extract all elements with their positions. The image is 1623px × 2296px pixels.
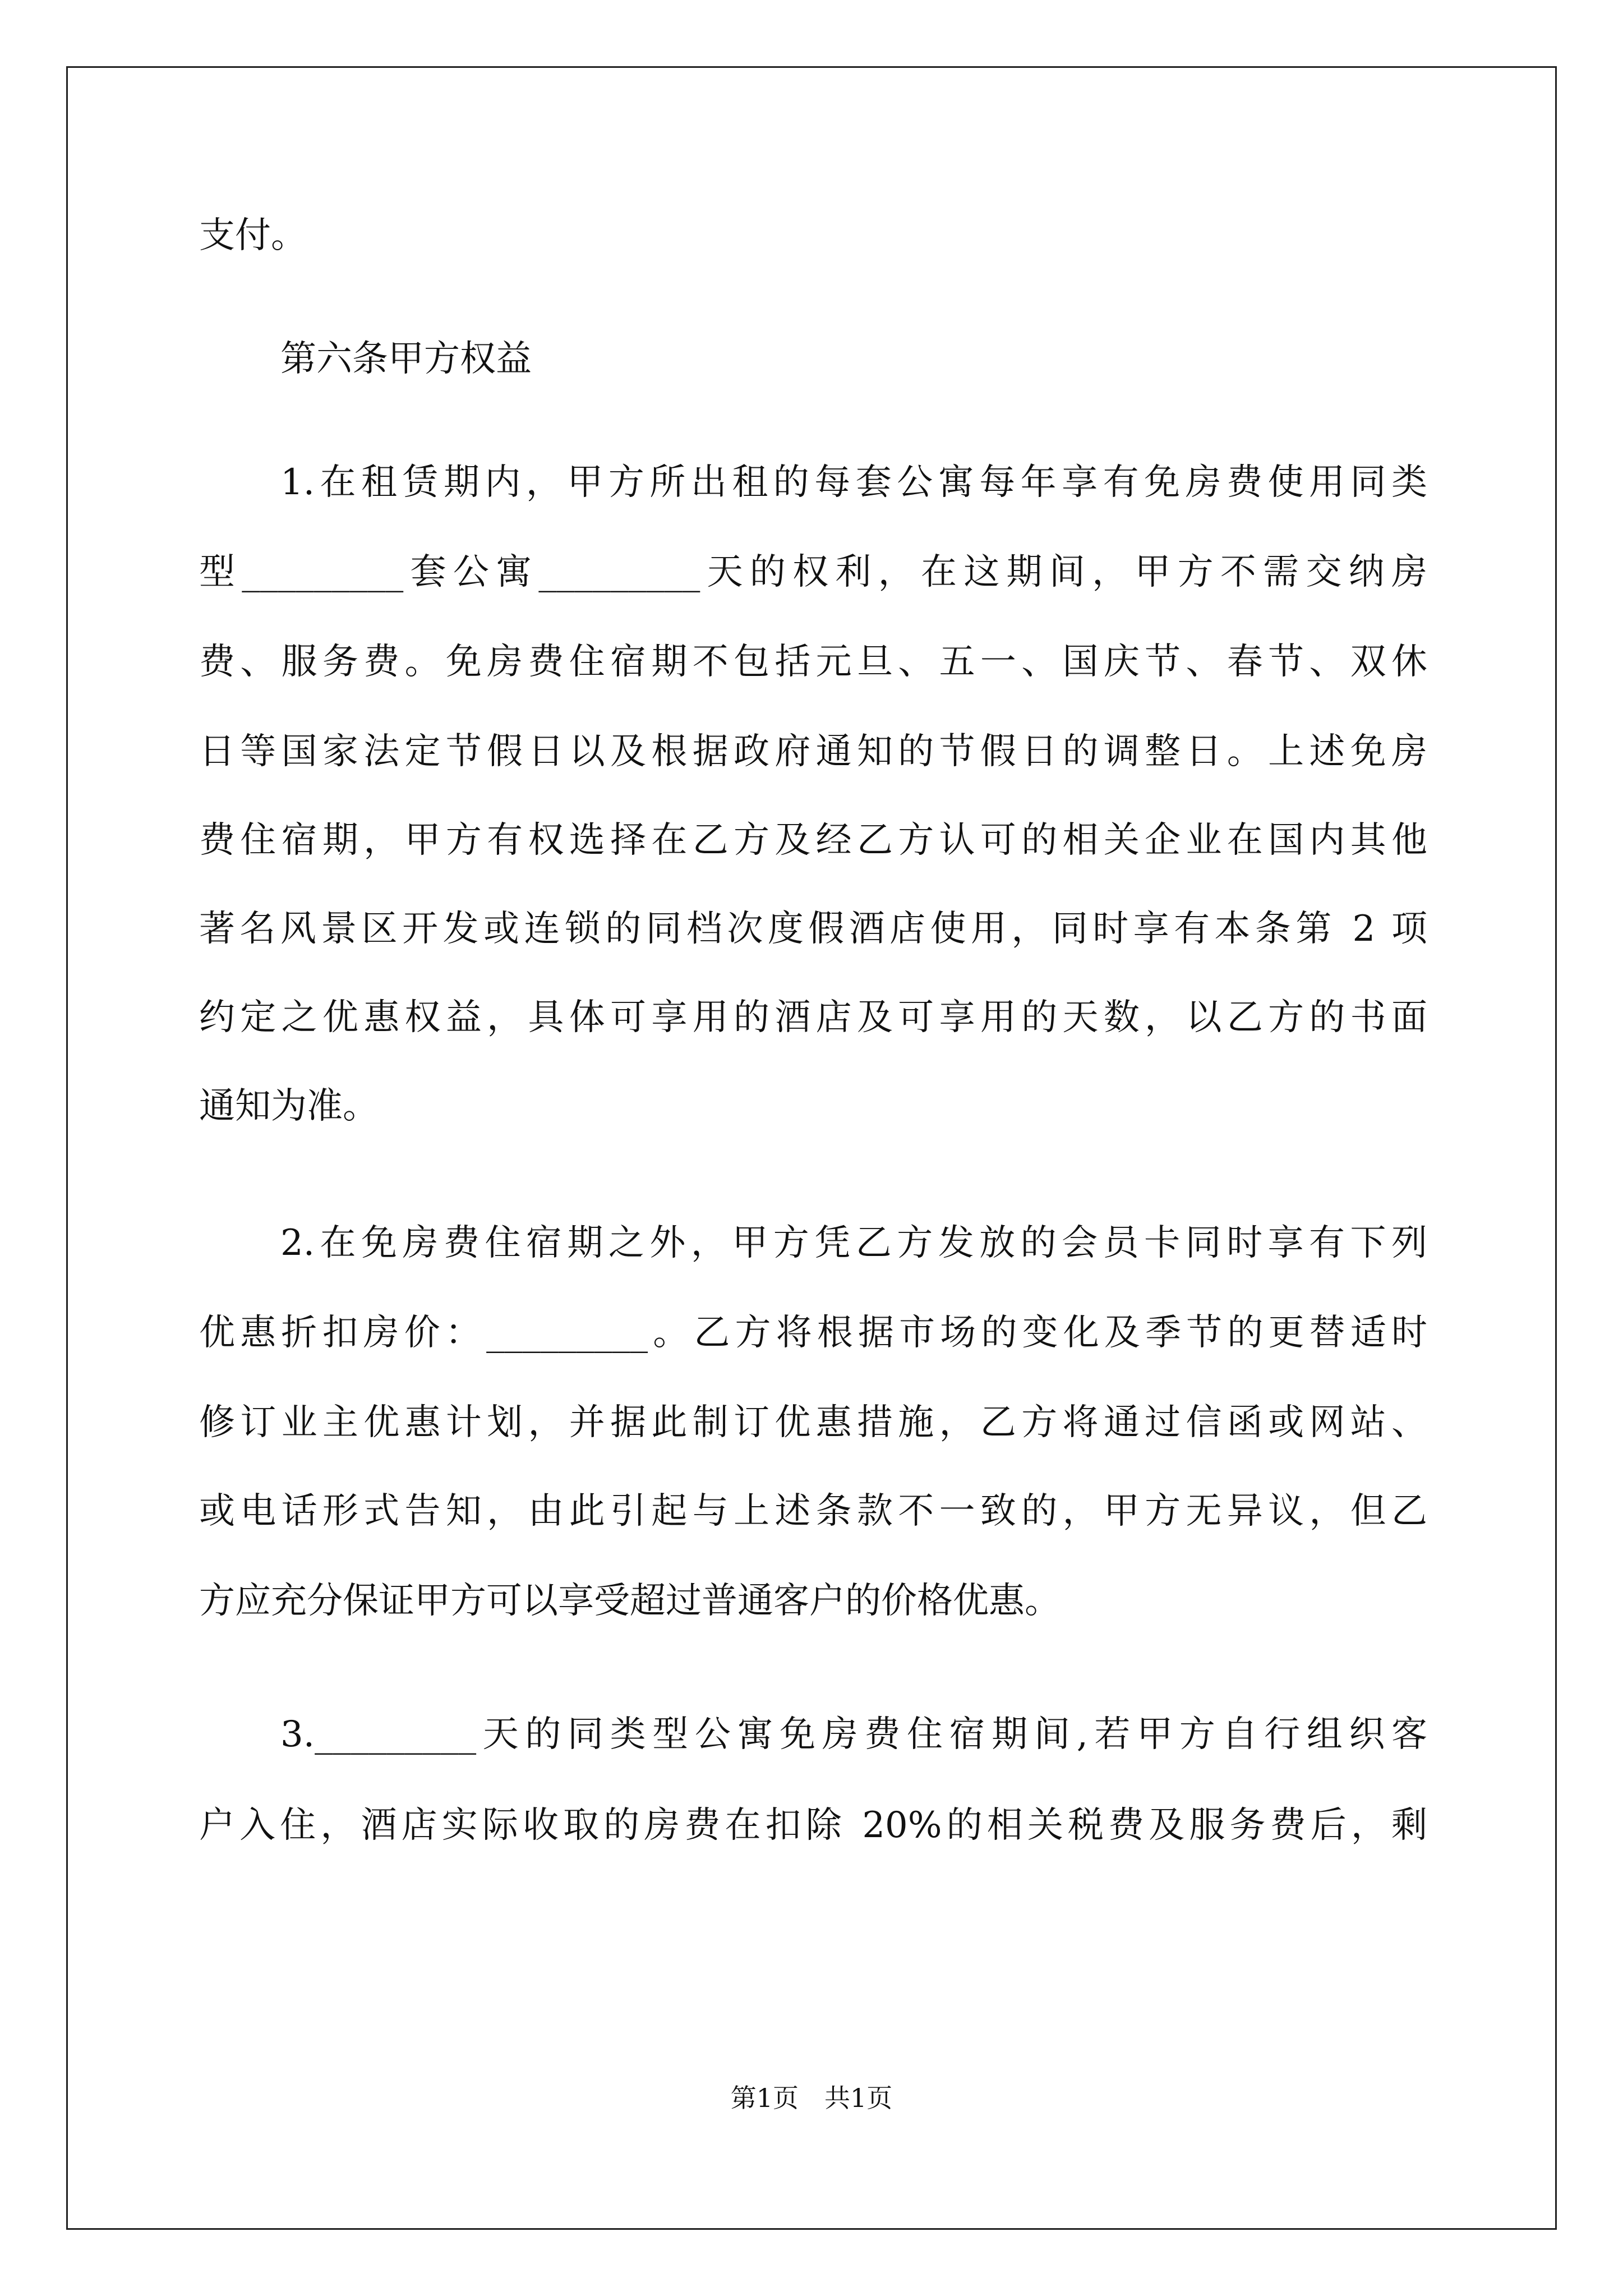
text-line: 费住宿期，甲方有权选择在乙方及经乙方认可的相关企业在国内其他: [199, 820, 1427, 861]
text-line: 著名风景区开发或连锁的同档次度假酒店使用，同时享有本条第 2 项: [199, 908, 1427, 950]
page-footer: 第1页 共1页: [730, 2083, 893, 2113]
text-line: 约定之优惠权益，具体可享用的酒店及可享用的天数，以乙方的书面: [199, 997, 1427, 1038]
text-line: 支付。: [199, 215, 307, 256]
text-line: 或电话形式告知，由此引起与上述条款不一致的，甲方无异议，但乙: [199, 1490, 1427, 1532]
text-line: 户入住，酒店实际收取的房费在扣除 20%的相关税费及服务费后，剩: [199, 1805, 1427, 1846]
page-border: [66, 66, 1557, 2230]
text-line: 2.在免房费住宿期之外，甲方凭乙方发放的会员卡同时享有下列: [280, 1222, 1427, 1264]
text-line: 通知为准。: [199, 1085, 379, 1127]
text-line: 1.在租赁期内，甲方所出租的每套公寓每年享有免房费使用同类: [280, 462, 1427, 503]
text-line: 费、服务费。免房费住宿期不包括元旦、五一、国庆节、春节、双休: [199, 641, 1427, 683]
text-line: 3._________天的同类型公寓免房费住宿期间,若甲方自行组织客: [280, 1714, 1427, 1755]
text-line: 型_________套公寓_________天的权利，在这期间，甲方不需交纳房: [199, 551, 1427, 593]
text-line: 方应充分保证甲方可以享受超过普通客户的价格优惠。: [199, 1580, 1061, 1622]
text-line: 修订业主优惠计划，并据此制订优惠措施，乙方将通过信函或网站、: [199, 1402, 1427, 1443]
section-heading: 第六条甲方权益: [280, 338, 532, 380]
text-line: 日等国家法定节假日以及根据政府通知的节假日的调整日。上述免房: [199, 731, 1427, 772]
text-line: 优惠折扣房价：_________。乙方将根据市场的变化及季节的更替适时: [199, 1312, 1427, 1354]
